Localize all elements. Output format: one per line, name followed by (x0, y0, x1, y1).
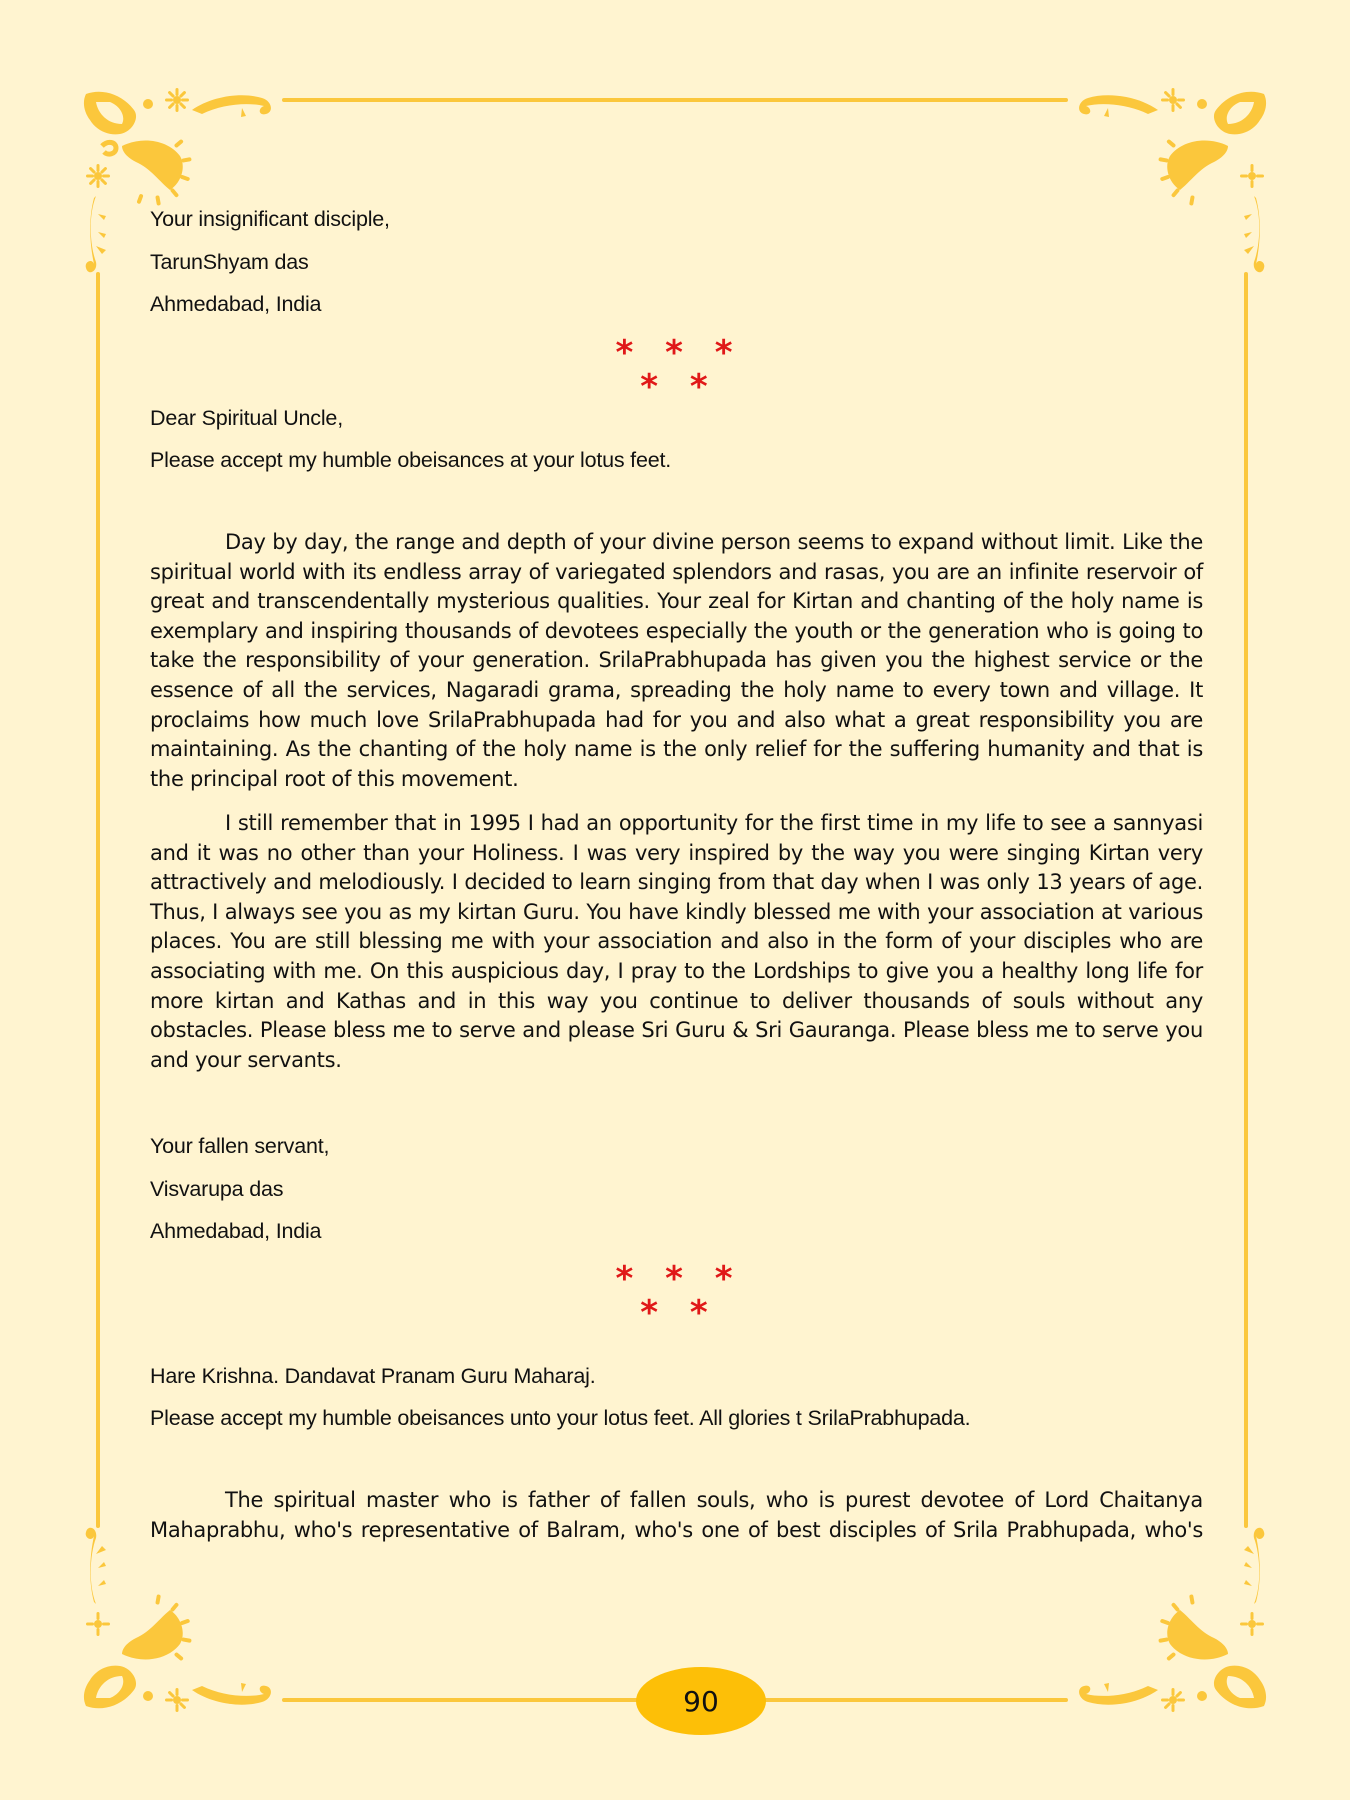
letter1-valediction: Your insignificant disciple, (150, 207, 390, 231)
letter2-salutation: Dear Spiritual Uncle, (150, 406, 343, 430)
letter1-name: TarunShyam das (150, 250, 309, 274)
letter2-paragraph-2: I still remember that in 1995 I had an opportunity for the first time in my life to see a sannyasi and it was no other than your Holiness. I was very inspired by the way you were singing Kirtan very attractively and melodiously. I decided to learn singing from that day when I was only 13 years of age. Thus, I always see you as my kirtan Guru. You have kindly blessed me with your association at various places. You are still blessing me with your association and also in the form of your disciples who are associating with me. On this auspicious day, I pray to the Lordships to give you a healthy long life for more kirtan and Kathas and in this way you continue to deliver thousands of souls without any obstacles. Please bless me to serve and please Sri Guru & Sri Gauranga. Please bless me to serve you and your servants. (150, 811, 1203, 1072)
section-separator-stars: * * * * * (615, 333, 743, 407)
letter2-place: Ahmedabad, India (150, 1219, 322, 1243)
border-top-line (282, 98, 1068, 102)
letter2-paragraph-1: Day by day, the range and depth of your divine person seems to expand without limit. Like the spiritual world with its endless array of variegated splendors and rasas, you are an infinite reservoir of great and transcendentally mysterious qualities. Your zeal for Kirtan and chanting of the holy name is exemplary and inspiring thousands of devotees especially the youth or the generation who is going to take the responsibility of your generation. SrilaPrabhupada has given you the highest service or the essence of all the services, Nagaradi grama, spreading the holy name to every town and village. It proclaims how much love SrilaPrabhupada had for you and also what a great responsibility you are maintaining. As the chanting of the holy name is the only relief for the suffering humanity and that is the principal root of this movement. (150, 530, 1203, 791)
page-number-badge (636, 1667, 766, 1735)
section-separator-stars: * * * * * (615, 1259, 743, 1333)
letter3-paragraph: The spiritual master who is father of fallen souls, who is purest devotee of Lord Chaitanya Mahaprabhu, who's representative of Balram, who's one of best disciples of Srila Prabhupada, who's (150, 1488, 1203, 1542)
letter3-greeting: Please accept my humble obeisances unto your lotus feet. All glories t SrilaPrabhupada. (150, 1406, 971, 1430)
letter2-greeting: Please accept my humble obeisances at your lotus feet. (150, 448, 672, 472)
page-number: 90 (683, 1684, 719, 1718)
corner-ornament-top-right-icon (1068, 86, 1268, 286)
border-left-line (96, 272, 100, 1528)
border-right-line (1244, 272, 1248, 1528)
letter2-valediction: Your fallen servant, (150, 1134, 330, 1158)
letter2-name: Visvarupa das (150, 1177, 284, 1201)
letter3-salutation: Hare Krishna. Dandavat Pranam Guru Maharaj. (150, 1364, 596, 1388)
letter1-place: Ahmedabad, India (150, 292, 322, 316)
